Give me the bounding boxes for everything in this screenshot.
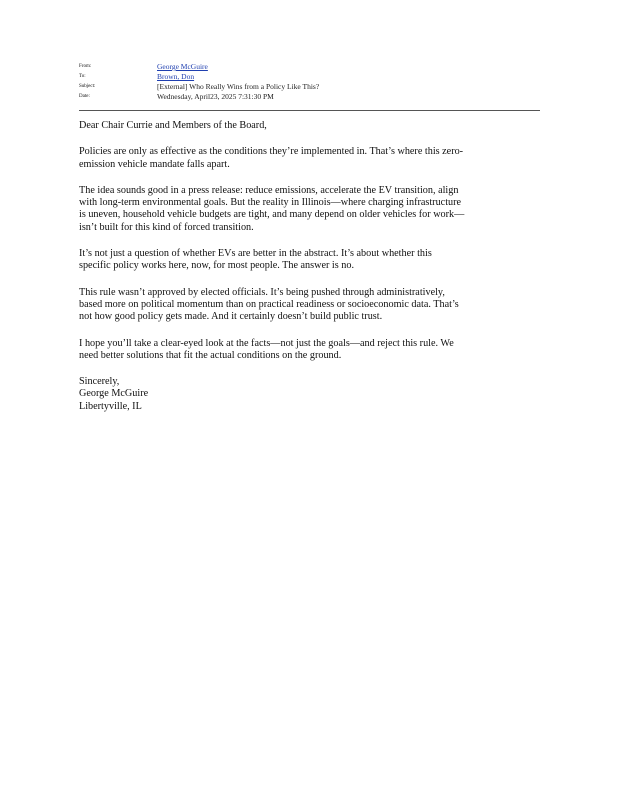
paragraph-line: The idea sounds good in a press release: reduce emissions, accelerate the EV transition, align (79, 184, 459, 196)
paragraph-1 (79, 146, 529, 171)
paragraph-line: with long-term environmental goals. But the reality in Illinois—where charging infrastructure (79, 197, 462, 209)
email-header (79, 62, 539, 102)
paragraph-line: emission vehicle mandate falls apart. (79, 158, 230, 170)
paragraph-4 (79, 287, 529, 324)
paragraph-line: This rule wasn’t approved by elected officials. It’s being pushed through administratively, (79, 286, 445, 298)
paragraph-line: specific policy works here, now, for most people. The answer is no. (79, 260, 354, 272)
paragraph-line: based more on political momentum than on practical readiness or socioeconomic data. That’s (79, 298, 459, 310)
subject-row (79, 82, 539, 92)
subject-value: [External] Who Really Wins from a Policy Like This? (157, 82, 320, 91)
paragraph-line: Policies are only as effective as the conditions they’re implemented in. That’s where this zero- (79, 146, 464, 158)
letter-body (79, 120, 529, 413)
signer-name: George McGuire (79, 388, 149, 400)
paragraph-line: I hope you’ll take a clear-eyed look at the facts—not just the goals—and reject this rule. We (79, 337, 454, 349)
paragraph-line: need better solutions that fit the actual conditions on the ground. (79, 349, 342, 361)
from-row (79, 62, 539, 72)
signer-location: Libertyville, IL (79, 400, 142, 412)
paragraph-5 (79, 338, 529, 363)
from-value-link[interactable]: George McGuire (157, 62, 208, 71)
to-value-link[interactable]: Brown, Don (157, 72, 195, 81)
header-divider (79, 110, 540, 111)
greeting: Dear Chair Currie and Members of the Board, (79, 120, 267, 131)
from-label: From: (79, 64, 92, 69)
paragraph-line: not how good policy gets made. And it certainly doesn’t build public trust. (79, 311, 383, 323)
to-label: To: (79, 74, 86, 79)
signature-block (79, 376, 529, 413)
paragraph-line: isn’t built for this kind of forced transition. (79, 221, 254, 233)
paragraph-2 (79, 185, 529, 234)
date-label: Date: (79, 94, 90, 99)
paragraph-line: It’s not just a question of whether EVs are better in the abstract. It’s about whether this (79, 248, 432, 260)
subject-label: Subject: (79, 84, 96, 89)
to-row (79, 72, 539, 82)
paragraph-line: is uneven, household vehicle budgets are tight, and many depend on older vehicles for work— (79, 209, 465, 221)
paragraph-3 (79, 248, 529, 273)
closing: Sincerely, (79, 376, 120, 388)
date-row (79, 92, 539, 102)
date-value: Wednesday, April23, 2025 7:31:30 PM (157, 92, 274, 101)
